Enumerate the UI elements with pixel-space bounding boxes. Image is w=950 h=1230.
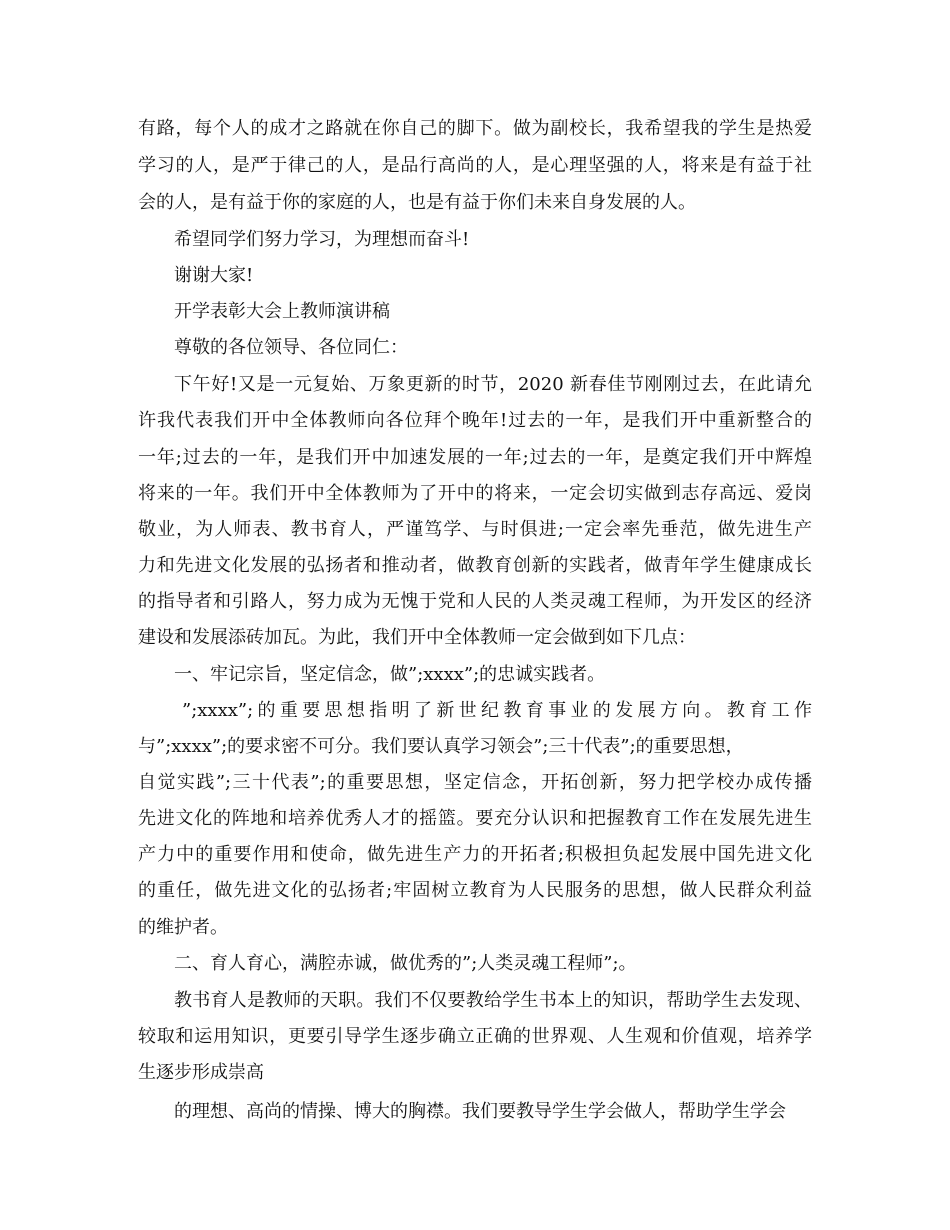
paragraph-line: 一年;过去的一年，是我们开中加速发展的一年;过去的一年，是奠定我们开中辉煌 <box>138 447 812 468</box>
paragraph-line: 的指导者和引路人，努力成为无愧于党和人民的人类灵魂工程师，为开发区的经济 <box>138 591 812 612</box>
numbered-point-heading: 一、牢记宗旨，坚定信念，做”;xxxx”;的忠诚实践者。 <box>174 664 606 685</box>
paragraph-line: 的重任，做先进文化的弘扬者;牢固树立教育为人民服务的思想，做人民群众利益 <box>138 880 812 901</box>
paragraph-line: 建设和发展添砖加瓦。为此，我们开中全体教师一定会做到如下几点： <box>138 627 696 648</box>
paragraph-line: 学习的人，是严于律己的人，是品行高尚的人，是心理坚强的人，将来是有益于社 <box>138 155 812 176</box>
paragraph-line: 有路，每个人的成才之路就在你自己的脚下。做为副校长，我希望我的学生是热爱 <box>138 118 812 139</box>
paragraph-line: ”;xxxx”;的重要思想指明了新世纪教育事业的发展方向。教育工作 <box>182 700 812 721</box>
paragraph-line: 力和先进文化发展的弘扬者和推动者，做教育创新的实践者，做青年学生健康成长 <box>138 555 812 576</box>
paragraph-line: 希望同学们努力学习，为理想而奋斗! <box>174 229 470 250</box>
paragraph-line: 敬业，为人师表、教书育人，严谨笃学、与时俱进;一定会率先垂范，做先进生产 <box>138 519 812 540</box>
paragraph-line: 谢谢大家! <box>174 265 254 286</box>
numbered-point-heading: 二、育人育心，满腔赤诚，做优秀的”;人类灵魂工程师”;。 <box>174 953 637 974</box>
paragraph-line: 产力中的重要作用和使命，做先进生产力的开拓者;积极担负起发展中国先进文化 <box>138 844 812 865</box>
paragraph-line: 会的人，是有益于你的家庭的人，也是有益于你们未来自身发展的人。 <box>138 192 696 213</box>
section-heading: 开学表彰大会上教师演讲稿 <box>174 301 390 322</box>
paragraph-line: 将来的一年。我们开中全体教师为了开中的将来，一定会切实做到志存高远、爱岗 <box>138 483 812 504</box>
paragraph-line: 先进文化的阵地和培养优秀人才的摇篮。要充分认识和把握教育工作在发展先进生 <box>138 808 812 829</box>
paragraph-line: 许我代表我们开中全体教师向各位拜个晚年!过去的一年，是我们开中重新整合的 <box>138 410 812 431</box>
paragraph-line: 下午好!又是一元复始、万象更新的时节，2020 新春佳节刚刚过去，在此请允 <box>174 374 812 395</box>
paragraph-line: 自觉实践”;三十代表”;的重要思想，坚定信念，开拓创新，努力把学校办成传播 <box>138 772 812 793</box>
paragraph-line: 生逐步形成崇高 <box>138 1062 264 1083</box>
salutation: 尊敬的各位领导、各位同仁： <box>174 337 408 358</box>
paragraph-line: 与”;xxxx”;的要求密不可分。我们要认真学习领会”;三十代表”;的重要思想， <box>138 736 744 757</box>
paragraph-line: 教书育人是教师的天职。我们不仅要教给学生书本上的知识，帮助学生去发现、 <box>174 990 812 1011</box>
paragraph-line: 较取和运用知识，更要引导学生逐步确立正确的世界观、人生观和价值观，培养学 <box>138 1026 812 1047</box>
paragraph-line: 的维护者。 <box>138 917 228 938</box>
paragraph-line: 的理想、高尚的情操、博大的胸襟。我们要教导学生学会做人，帮助学生学会 <box>174 1101 786 1122</box>
